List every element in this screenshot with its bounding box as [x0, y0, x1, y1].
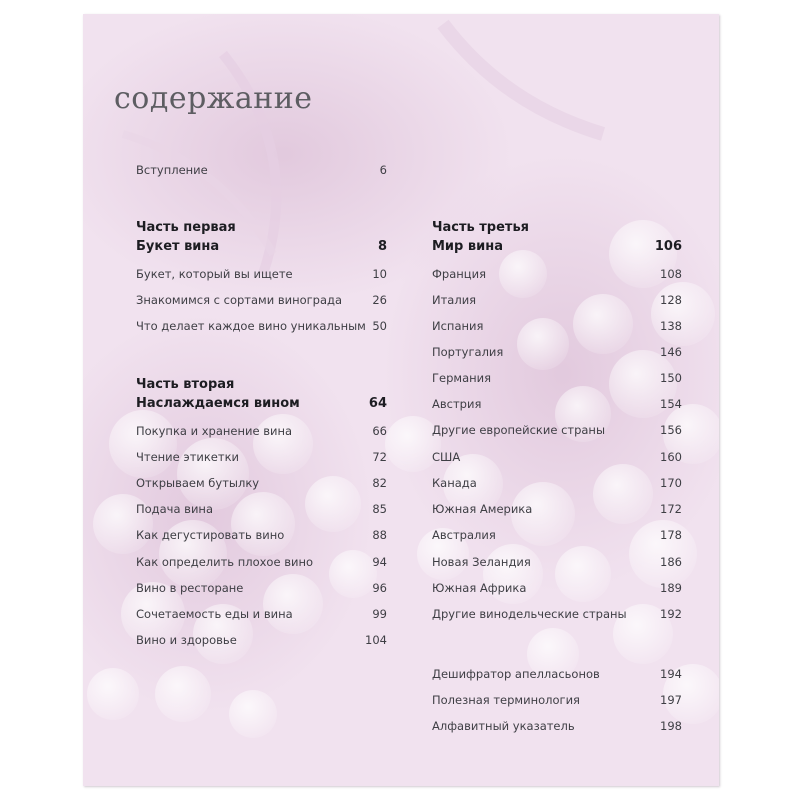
toc-entry-label: Чтение этикетки — [136, 450, 240, 464]
part1-page: 8 — [377, 239, 387, 254]
part3-label: Часть третья — [432, 220, 530, 235]
toc-entry-page: 186 — [660, 555, 682, 569]
part3-heading — [432, 239, 682, 254]
part1-label: Часть первая — [136, 220, 236, 235]
toc-entry-page: 85 — [372, 502, 387, 516]
toc-entry-label: Южная Африка — [432, 581, 527, 595]
toc-entry-label: Букет, который вы ищете — [136, 267, 293, 281]
toc-entry-label: Италия — [432, 293, 477, 307]
toc-entry — [136, 555, 387, 569]
toc-entry — [136, 476, 387, 490]
part2-page: 64 — [368, 396, 387, 411]
toc-entry-page: 197 — [660, 693, 682, 707]
toc-entry-page: 146 — [660, 345, 682, 359]
toc-entry-label: Канада — [432, 476, 477, 490]
toc-entry-page: 94 — [372, 555, 387, 569]
toc-entry — [432, 319, 682, 333]
toc-entry — [136, 581, 387, 595]
toc-entry-label: Вступление — [136, 163, 208, 177]
toc-entry-intro — [136, 163, 387, 177]
toc-entry — [136, 633, 387, 647]
toc-entry — [136, 607, 387, 621]
toc-entry-appendix — [432, 719, 682, 733]
toc-entry-label: Полезная терминология — [432, 693, 580, 707]
toc-entry — [432, 528, 682, 542]
toc-entry — [136, 267, 387, 281]
part2-heading — [136, 396, 387, 411]
toc-entry-label: Как определить плохое вино — [136, 555, 314, 569]
toc-entry-page: 99 — [372, 607, 387, 621]
toc-entry-label: Германия — [432, 371, 492, 385]
toc-entry-page: 66 — [372, 424, 387, 438]
toc-entry — [136, 293, 387, 307]
toc-entry — [136, 528, 387, 542]
toc-entry-label: Австралия — [432, 528, 496, 542]
toc-entry-page: 96 — [372, 581, 387, 595]
toc-entry-label: Сочетаемость еды и вина — [136, 607, 293, 621]
toc-entry-page: 194 — [660, 667, 682, 681]
toc-entry-page: 104 — [365, 633, 387, 647]
toc-entry-label: Открываем бутылку — [136, 476, 260, 490]
toc-entry-page: 156 — [660, 423, 682, 437]
toc-entry — [432, 555, 682, 569]
toc-entry-appendix — [432, 667, 682, 681]
part3-name: Мир вина — [432, 239, 503, 254]
toc-entry-page: 10 — [372, 267, 387, 281]
toc-entry — [136, 319, 387, 333]
toc-entry-label: Что делает каждое вино уникальным — [136, 319, 366, 333]
toc-entry-page: 26 — [372, 293, 387, 307]
toc-entry — [432, 607, 682, 621]
toc-entry-appendix — [432, 693, 682, 707]
part1-name: Букет вина — [136, 239, 220, 254]
toc-entry — [136, 450, 387, 464]
toc-entry — [432, 502, 682, 516]
toc-entry-label: Вино и здоровье — [136, 633, 237, 647]
toc-entry-page: 50 — [372, 319, 387, 333]
toc-entry-page: 82 — [372, 476, 387, 490]
toc-entry-label: Другие винодельческие страны — [432, 607, 627, 621]
toc-entry-label: Покупка и хранение вина — [136, 424, 293, 438]
toc-entry-page: 88 — [372, 528, 387, 542]
toc-entry-page: 160 — [660, 450, 682, 464]
toc-entry-page: 192 — [660, 607, 682, 621]
toc-entry — [432, 476, 682, 490]
toc-entry-page: 150 — [660, 371, 682, 385]
toc-entry — [432, 345, 682, 359]
toc-entry-label: Южная Америка — [432, 502, 533, 516]
toc-entry-label: Франция — [432, 267, 486, 281]
toc-entry-page: 108 — [660, 267, 682, 281]
part1-heading — [136, 239, 387, 254]
toc-entry-label: Австрия — [432, 397, 482, 411]
toc-entry-page: 198 — [660, 719, 682, 733]
toc-entry — [432, 581, 682, 595]
toc-entry-page: 170 — [660, 476, 682, 490]
toc-entry-label: Как дегустировать вино — [136, 528, 285, 542]
part2-label: Часть вторая — [136, 377, 235, 392]
toc-title: содержание — [114, 81, 313, 116]
toc-entry-label: Вино в ресторане — [136, 581, 244, 595]
toc-entry-page: 128 — [660, 293, 682, 307]
toc-entry — [136, 502, 387, 516]
toc-entry-label: Новая Зеландия — [432, 555, 531, 569]
toc-entry-label: Знакомимся с сортами винограда — [136, 293, 343, 307]
toc-entry — [432, 397, 682, 411]
toc-entry-label: Алфавитный указатель — [432, 719, 575, 733]
toc-entry — [136, 424, 387, 438]
toc-entry-label: Португалия — [432, 345, 504, 359]
part2-name: Наслаждаемся вином — [136, 396, 300, 411]
toc-entry-page: 138 — [660, 319, 682, 333]
toc-entry-label: Дешифратор апелласьонов — [432, 667, 600, 681]
toc-entry-label: США — [432, 450, 461, 464]
toc-entry-label: Другие европейские страны — [432, 423, 606, 437]
part3-page: 106 — [654, 239, 682, 254]
toc-entry-page: 178 — [660, 528, 682, 542]
toc-entry — [432, 267, 682, 281]
toc-entry — [432, 450, 682, 464]
toc-entry-page: 172 — [660, 502, 682, 516]
toc-entry — [432, 371, 682, 385]
toc-entry-label: Подача вина — [136, 502, 213, 516]
toc-entry-page: 154 — [660, 397, 682, 411]
book-page — [83, 14, 719, 786]
toc-entry — [432, 293, 682, 307]
toc-entry-page: 72 — [372, 450, 387, 464]
toc-entry-label: Испания — [432, 319, 484, 333]
toc-entry — [432, 423, 682, 437]
toc-entry-page: 189 — [660, 581, 682, 595]
toc-entry-page: 6 — [379, 163, 387, 177]
